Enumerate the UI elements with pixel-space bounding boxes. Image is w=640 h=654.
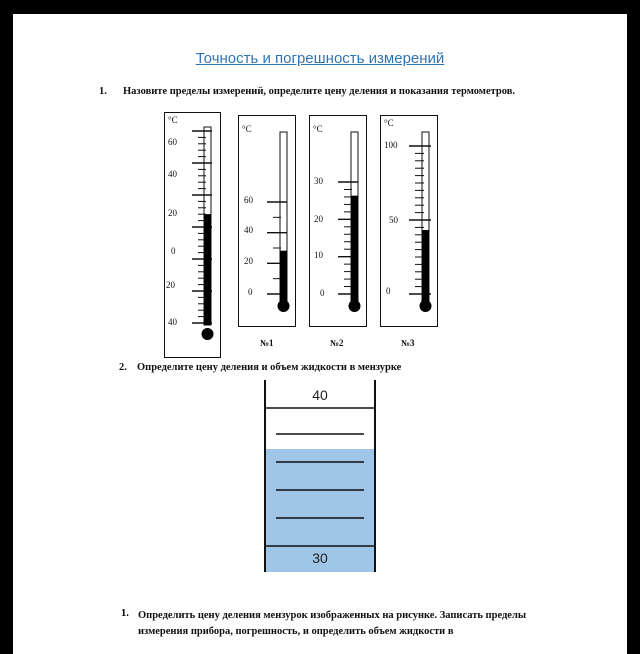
- thermometer-3-frame: [380, 115, 438, 327]
- thermometer-1-drawing: [239, 116, 295, 326]
- thermometer-0-label: 40: [168, 169, 177, 179]
- thermometer-3-caption: №3: [401, 338, 415, 348]
- task-1-number: 1.: [99, 86, 107, 97]
- thermometer-2-mercury: [351, 196, 358, 304]
- thermometer-3-label: 0: [386, 286, 391, 296]
- task-2-number: 2.: [119, 362, 127, 373]
- thermometer-0-unit: °C: [168, 115, 178, 125]
- thermometer-0-label: 20: [168, 208, 177, 218]
- thermometer-1-label: 0: [248, 287, 253, 297]
- task-2-text: Определите цену деления и объем жидкости в мензурке: [137, 362, 402, 373]
- thermometer-1-caption: №1: [260, 338, 274, 348]
- thermometer-2-label: 20: [314, 214, 323, 224]
- thermometer-0-label: 20: [166, 280, 175, 290]
- thermometer-1-label: 20: [244, 256, 253, 266]
- thermometer-0-mercury: [204, 214, 211, 325]
- thermometer-2-drawing: [310, 116, 366, 326]
- thermometer-2-unit: °C: [313, 124, 323, 134]
- thermometer-0-label: 40: [168, 317, 177, 327]
- thermometer-3-drawing: [381, 116, 437, 326]
- thermometer-1-label: 40: [244, 225, 253, 235]
- thermometer-0-frame: [164, 112, 221, 358]
- thermometer-2-label: 10: [314, 250, 323, 260]
- thermometer-3-label: 100: [384, 140, 398, 150]
- thermometer-1-frame: [238, 115, 296, 327]
- thermometer-1-unit: °C: [242, 124, 252, 134]
- thermometer-1-label: 60: [244, 195, 253, 205]
- thermometer-1-mercury: [280, 251, 287, 304]
- thermometer-2-label: 0: [320, 288, 325, 298]
- task-3-text: Определить цену деления мензурок изображенных на рисунке. Записать пределы измерения прибора, погрешность, и определить объем жидкости в: [138, 610, 527, 637]
- thermometer-0-bulb: [202, 328, 214, 340]
- page-title: Точность и погрешность измерений: [195, 50, 445, 67]
- worksheet-page: [13, 14, 627, 654]
- thermometer-2-bulb: [349, 300, 361, 312]
- thermometer-0-label: 0: [171, 246, 176, 256]
- thermometer-3-bulb: [420, 300, 432, 312]
- thermometer-2-frame: [309, 115, 367, 327]
- measuring-cylinder: [264, 380, 376, 576]
- thermometer-0-label: 60: [168, 137, 177, 147]
- thermometer-3-label: 50: [389, 215, 398, 225]
- cylinder-bottom-label: 30: [312, 550, 328, 566]
- thermometer-3-unit: °C: [384, 118, 394, 128]
- task-1-text: Назовите пределы измерений, определите цену деления и показания термометров.: [123, 86, 516, 97]
- cylinder-drawing: [264, 380, 376, 576]
- thermometer-3-mercury: [422, 230, 429, 304]
- thermometer-2-label: 30: [314, 176, 323, 186]
- task-3-number: 1.: [121, 608, 129, 619]
- thermometer-0-drawing: [165, 113, 220, 357]
- cylinder-top-label: 40: [312, 387, 328, 403]
- thermometer-1-bulb: [278, 300, 290, 312]
- thermometer-2-caption: №2: [330, 338, 344, 348]
